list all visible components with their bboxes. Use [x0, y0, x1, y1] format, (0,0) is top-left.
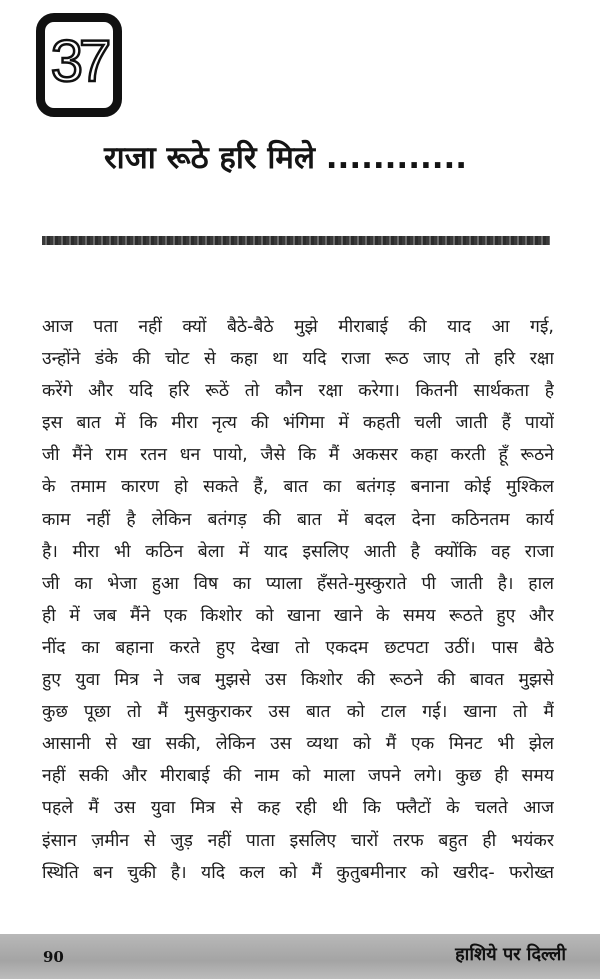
body-line: है। मीरा भी कठिन बेला में याद इसलिए आती है क्योंकि वह राजा	[42, 541, 554, 562]
body-line: आज पता नहीं क्यों बैठे-बैठे मुझे मीराबाई की याद आ गई,	[42, 317, 554, 337]
body-line: नींद का बहाना करते हुए देखा तो एकदम छटपटा उठीं। पास बैठे	[42, 637, 554, 658]
book-title: हाशिये पर दिल्ली	[455, 944, 566, 965]
page-number: 90	[43, 948, 64, 966]
body-line: के तमाम कारण हो सकते हैं, बात का बतंगड़ बनाना कोई मुश्किल	[42, 477, 554, 498]
body-line: जी का भेजा हुआ विष का प्याला हँसते-मुस्कुराते पी जाती है। हाल	[42, 573, 554, 594]
body-line: स्थिति बन चुकी है। यदि कल को मैं कुतुबमीनार को खरीद- फरोख्त	[42, 862, 554, 883]
body-line: इंसान ज़मीन से जुड़ नहीं पाता इसलिए चारों तरफ बहुत ही भयंकर	[42, 830, 554, 851]
body-line: आसानी से खा सकी, लेकिन उस व्यथा को मैं एक मिनट भी झेल	[42, 734, 554, 755]
body-line: करेंगे और यदि हरि रूठें तो कौन रक्षा करेगा। कितनी सार्थकता है	[42, 381, 554, 402]
title-divider	[42, 236, 550, 245]
body-line: जी मैंने राम रतन धन पायो, जैसे कि मैं अकसर कहा करती हूँ रूठने	[42, 445, 554, 466]
body-line: ही में जब मैंने एक किशोर को खाना खाने के समय रूठते हुए और	[42, 605, 554, 626]
body-line: उन्होंने डंके की चोट से कहा था यदि राजा रूठ जाए तो हरि रक्षा	[42, 349, 554, 370]
body-line: कुछ पूछा तो मैं मुसकुराकर उस बात को टाल गई। खाना तो मैं	[42, 702, 554, 723]
body-line: काम नहीं है लेकिन बतंगड़ की बात में बदल देना कठिनतम कार्य	[42, 509, 554, 530]
chapter-number: 37	[50, 29, 108, 94]
body-line: हुए युवा मित्र ने जब मुझसे उस किशोर की रूठने की बावत मुझसे	[42, 670, 554, 691]
chapter-number-box	[36, 13, 122, 117]
body-line: इस बात में कि मीरा नृत्य की भंगिमा में कहती चली जाती हैं पायों	[42, 413, 554, 434]
body-line: नहीं सकी और मीराबाई की नाम को माला जपने लगे। कुछ ही समय	[42, 766, 554, 787]
chapter-title: राजा रूठे हरि मिले ............	[104, 140, 468, 176]
body-text	[42, 311, 554, 889]
body-line: पहले मैं उस युवा मित्र से कह रही थी कि फ्लैटों के चलते आज	[42, 798, 554, 819]
